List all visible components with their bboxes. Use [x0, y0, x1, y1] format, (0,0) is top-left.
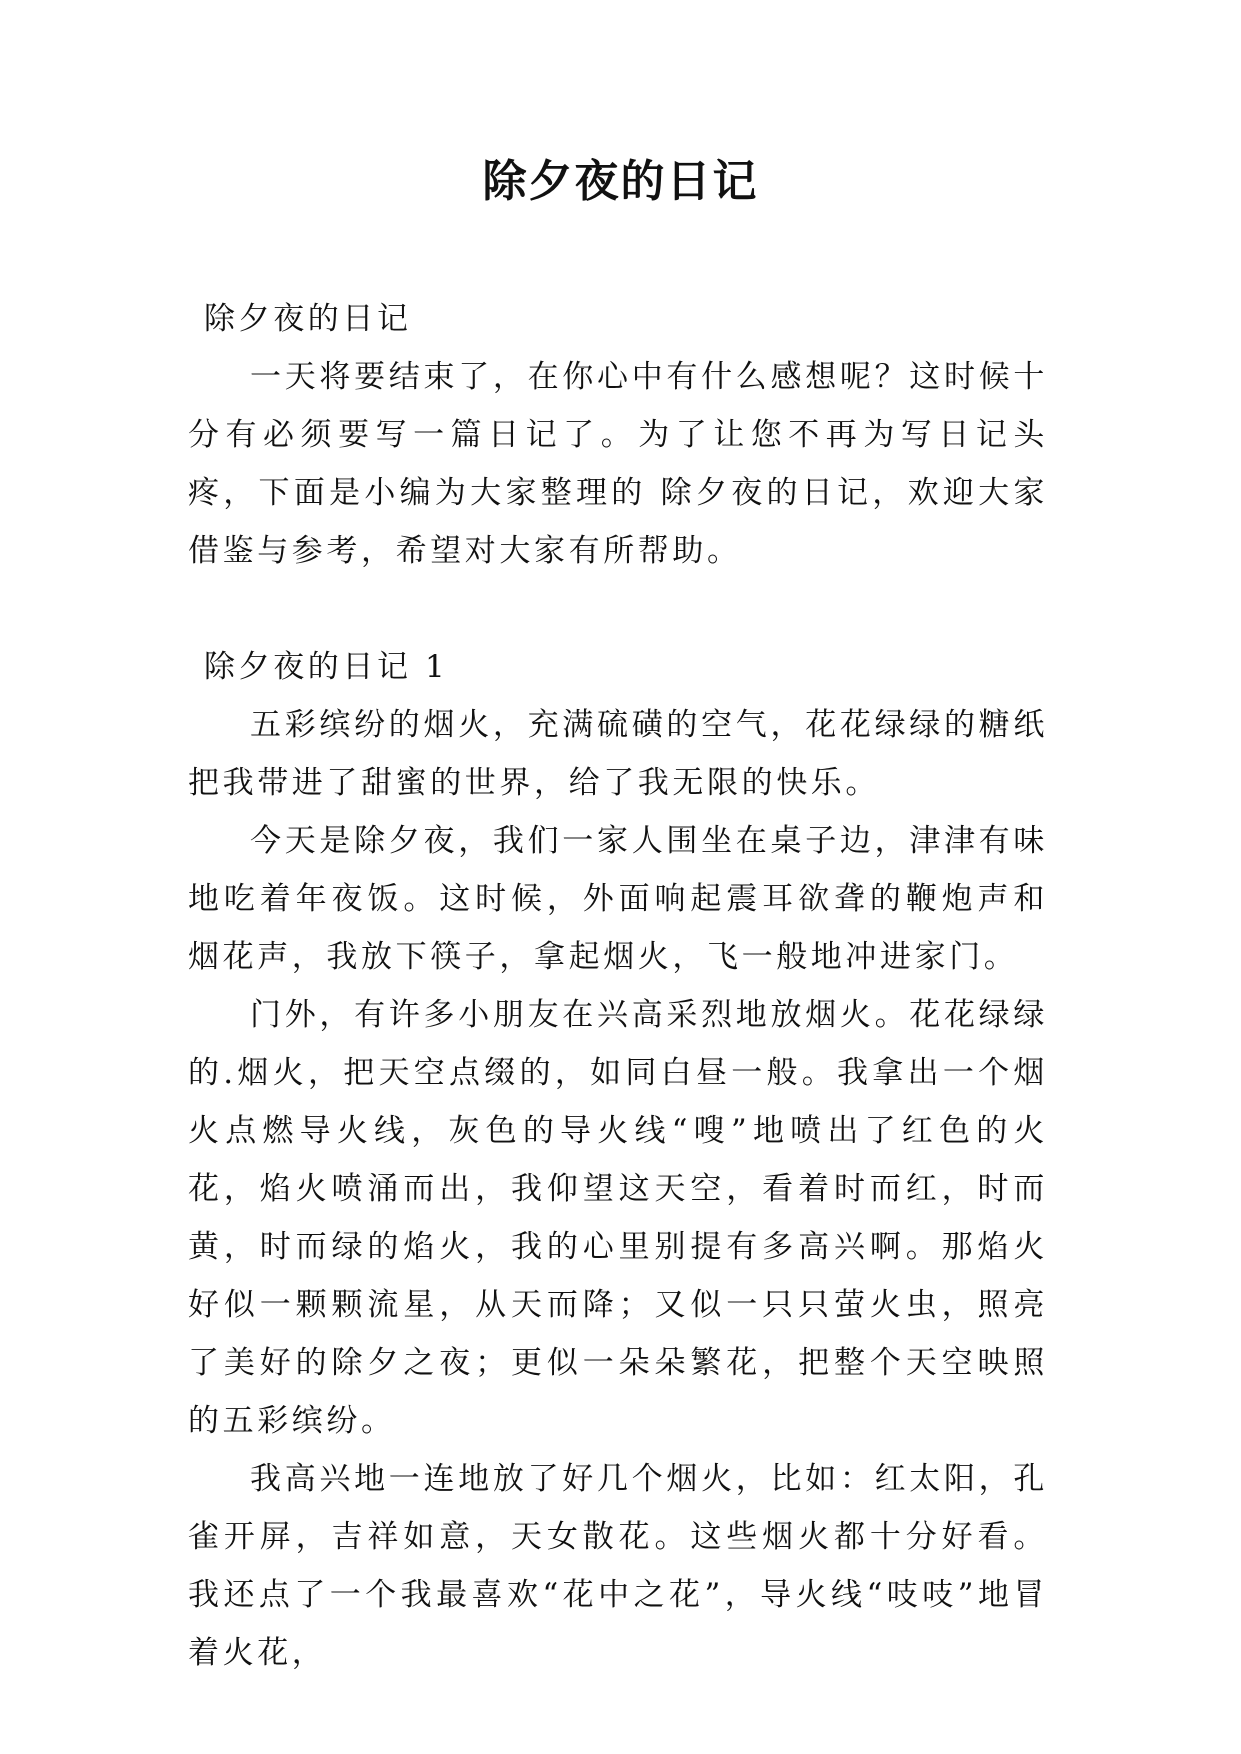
section-heading: 除夕夜的日记 1 [204, 649, 449, 685]
document-title: 除夕夜的日记 [482, 156, 759, 207]
intro-paragraph: 一天将要结束了，在你心中有什么感想呢？这时候十分有必须要写一篇日记了。为了让您不再为写日记头疼，下面是小编为大家整理的 除夕夜的日记，欢迎大家借鉴与参考，希望对大家有所帮助。 [188, 359, 1048, 569]
body-paragraph: 门外，有许多小朋友在兴高采烈地放烟火。花花绿绿的.烟火，把天空点缀的，如同白昼一般。我拿出一个烟火点燃导火线，灰色的导火线“嗖”地喷出了红色的火花，焰火喷涌而出，我仰望这天空，看着时而红，时而黄，时而绿的焰火，我的心里别提有多高兴啊。那焰火好似一颗颗流星，从天而降；又似一只只萤火虫，照亮了美好的除夕之夜；更似一朵朵繁花，把整个天空映照的五彩缤纷。 [188, 997, 1048, 1439]
document-body [188, 290, 1048, 1682]
subtitle: 除夕夜的日记 [204, 301, 412, 337]
section-spacer [188, 580, 1048, 638]
body-paragraph: 今天是除夕夜，我们一家人围坐在桌子边，津津有味地吃着年夜饭。这时候，外面响起震耳欲聋的鞭炮声和烟花声，我放下筷子，拿起烟火，飞一般地冲进家门。 [188, 823, 1048, 975]
body-paragraph: 我高兴地一连地放了好几个烟火，比如：红太阳，孔雀开屏，吉祥如意，天女散花。这些烟火都十分好看。我还点了一个我最喜欢“花中之花”，导火线“吱吱”地冒着火花， [188, 1461, 1048, 1671]
body-paragraph: 五彩缤纷的烟火，充满硫磺的空气，花花绿绿的糖纸把我带进了甜蜜的世界，给了我无限的快乐。 [188, 707, 1048, 801]
